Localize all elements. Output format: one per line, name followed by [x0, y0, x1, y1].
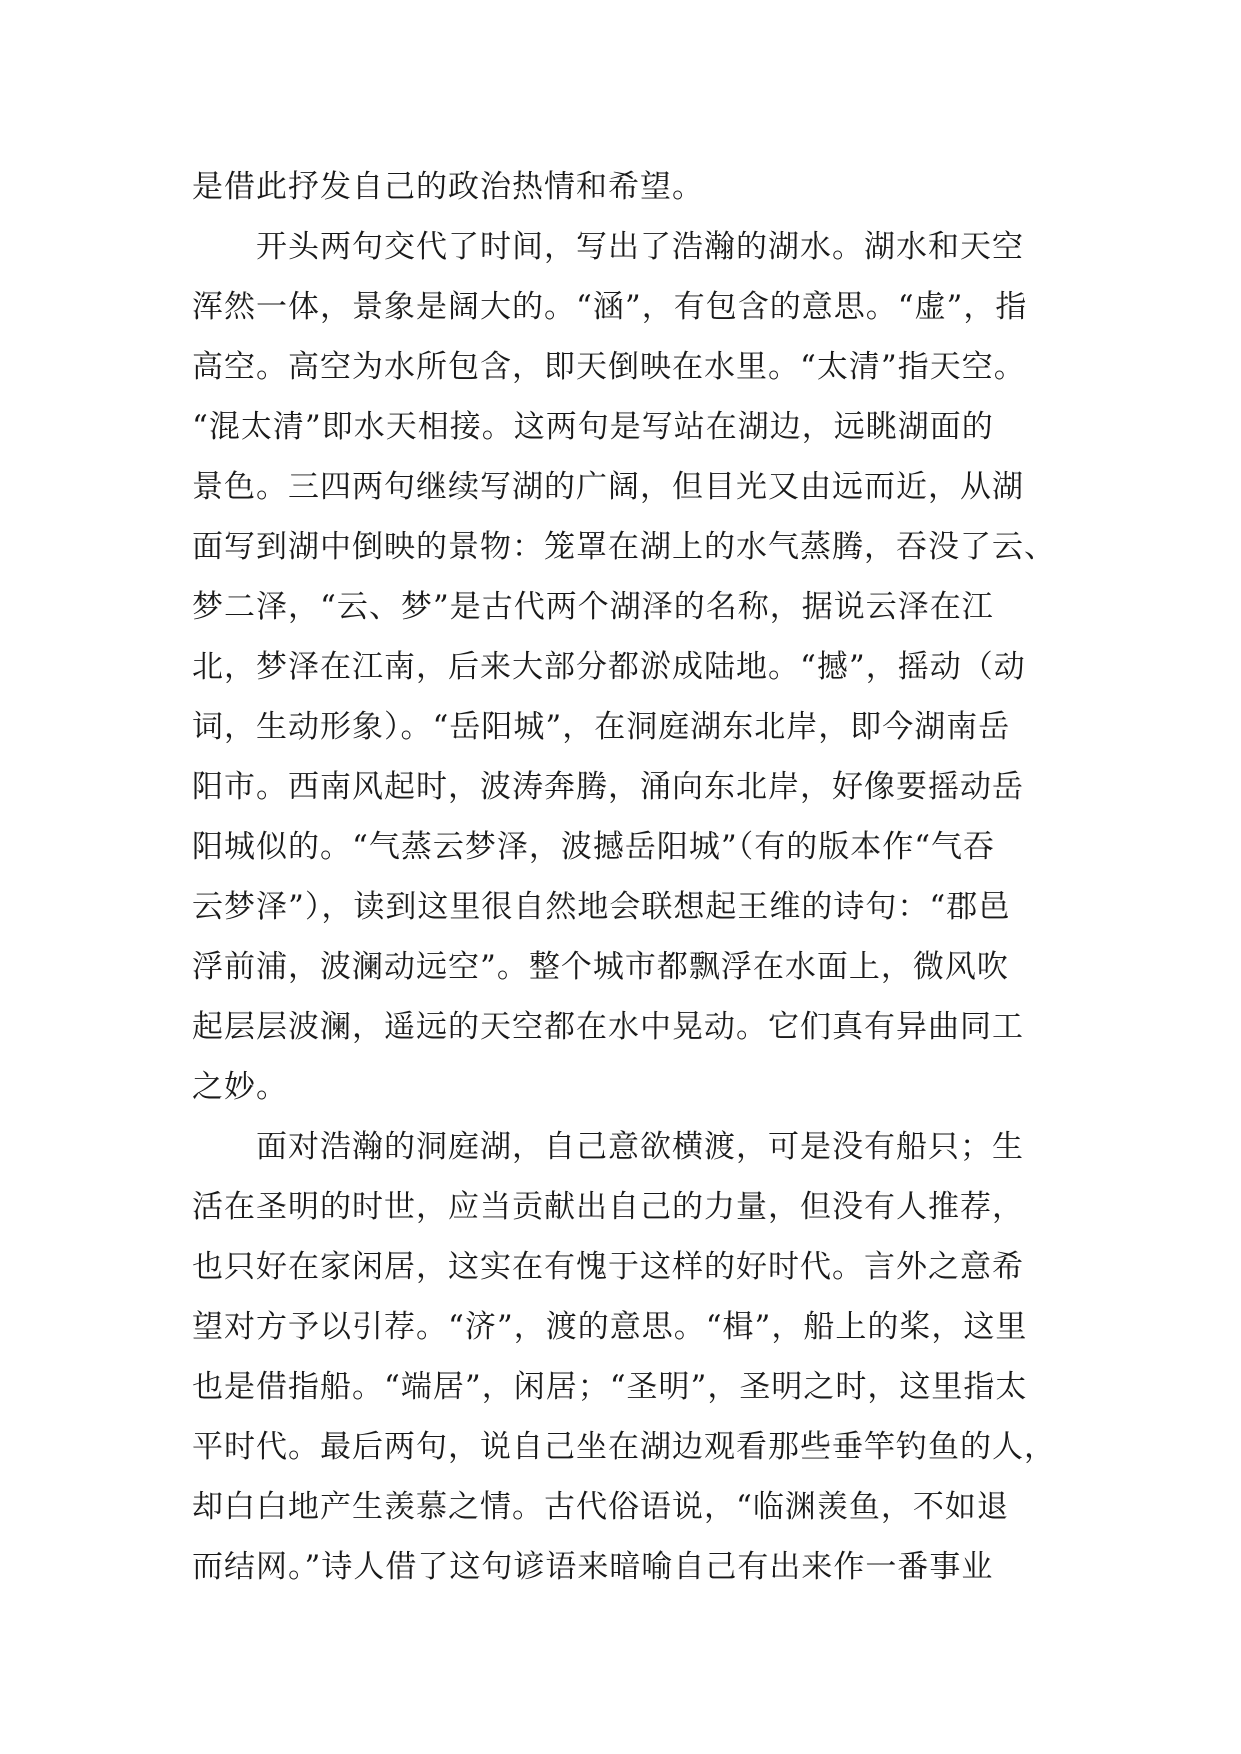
text-line: 平时代。最后两句，说自己坐在湖边观看那些垂竿钓鱼的人， — [192, 1429, 1056, 1465]
text-line: 是借此抒发自己的政治热情和希望。 — [192, 169, 704, 205]
text-line: 高空。高空为水所包含，即天倒映在水里。“太清”指天空。 — [192, 349, 1026, 385]
text-line: 浮前浦，波澜动远空”。整个城市都飘浮在水面上，微风吹 — [192, 949, 1009, 985]
text-line: 词，生动形象）。“岳阳城”，在洞庭湖东北岸，即今湖南岳 — [192, 709, 1011, 745]
text-line: 也只好在家闲居，这实在有愧于这样的好时代。言外之意希 — [192, 1249, 1024, 1285]
text-line: 面写到湖中倒映的景物：笼罩在湖上的水气蒸腾，吞没了云、 — [192, 529, 1056, 565]
paragraph-3 — [192, 1117, 1072, 1597]
text-line: 而结网。”诗人借了这句谚语来暗喻自己有出来作一番事业 — [192, 1549, 994, 1585]
text-line: 望对方予以引荐。“济”，渡的意思。“楫”，船上的桨，这里 — [192, 1309, 1028, 1345]
text-line: 梦二泽，“云、梦”是古代两个湖泽的名称，据说云泽在江 — [192, 589, 994, 625]
text-line: 起层层波澜，遥远的天空都在水中晃动。它们真有异曲同工 — [192, 1009, 1024, 1045]
paragraph-1 — [192, 157, 1072, 217]
paragraph-2 — [192, 217, 1072, 1117]
text-line: 却白白地产生羡慕之情。古代俗语说，“临渊羡鱼，不如退 — [192, 1489, 1009, 1525]
text-line: 活在圣明的时世，应当贡献出自己的力量，但没有人推荐， — [192, 1189, 1024, 1225]
text-line: 也是借指船。“端居”，闲居；“圣明”，圣明之时，这里指太 — [192, 1369, 1028, 1405]
text-line: 阳市。西南风起时，波涛奔腾，涌向东北岸，好像要摇动岳 — [192, 769, 1024, 805]
text-line: 开头两句交代了时间，写出了浩瀚的湖水。湖水和天空 — [256, 229, 1024, 265]
text-line: 景色。三四两句继续写湖的广阔，但目光又由远而近，从湖 — [192, 469, 1024, 505]
document-body — [192, 157, 1072, 1597]
text-line: 阳城似的。“气蒸云梦泽，波撼岳阳城”（有的版本作“气吞 — [192, 829, 996, 865]
text-line: 浑然一体，景象是阔大的。“涵”，有包含的意思。“虚”，指 — [192, 289, 1028, 325]
text-line: 之妙。 — [192, 1069, 288, 1105]
text-line: 北，梦泽在江南，后来大部分都淤成陆地。“撼”，摇动（动 — [192, 649, 1026, 685]
text-line: 面对浩瀚的洞庭湖，自己意欲横渡，可是没有船只；生 — [256, 1129, 1024, 1165]
text-line: 云梦泽”），读到这里很自然地会联想起王维的诗句：“郡邑 — [192, 889, 1011, 925]
text-line: “混太清”即水天相接。这两句是写站在湖边，远眺湖面的 — [192, 409, 994, 445]
